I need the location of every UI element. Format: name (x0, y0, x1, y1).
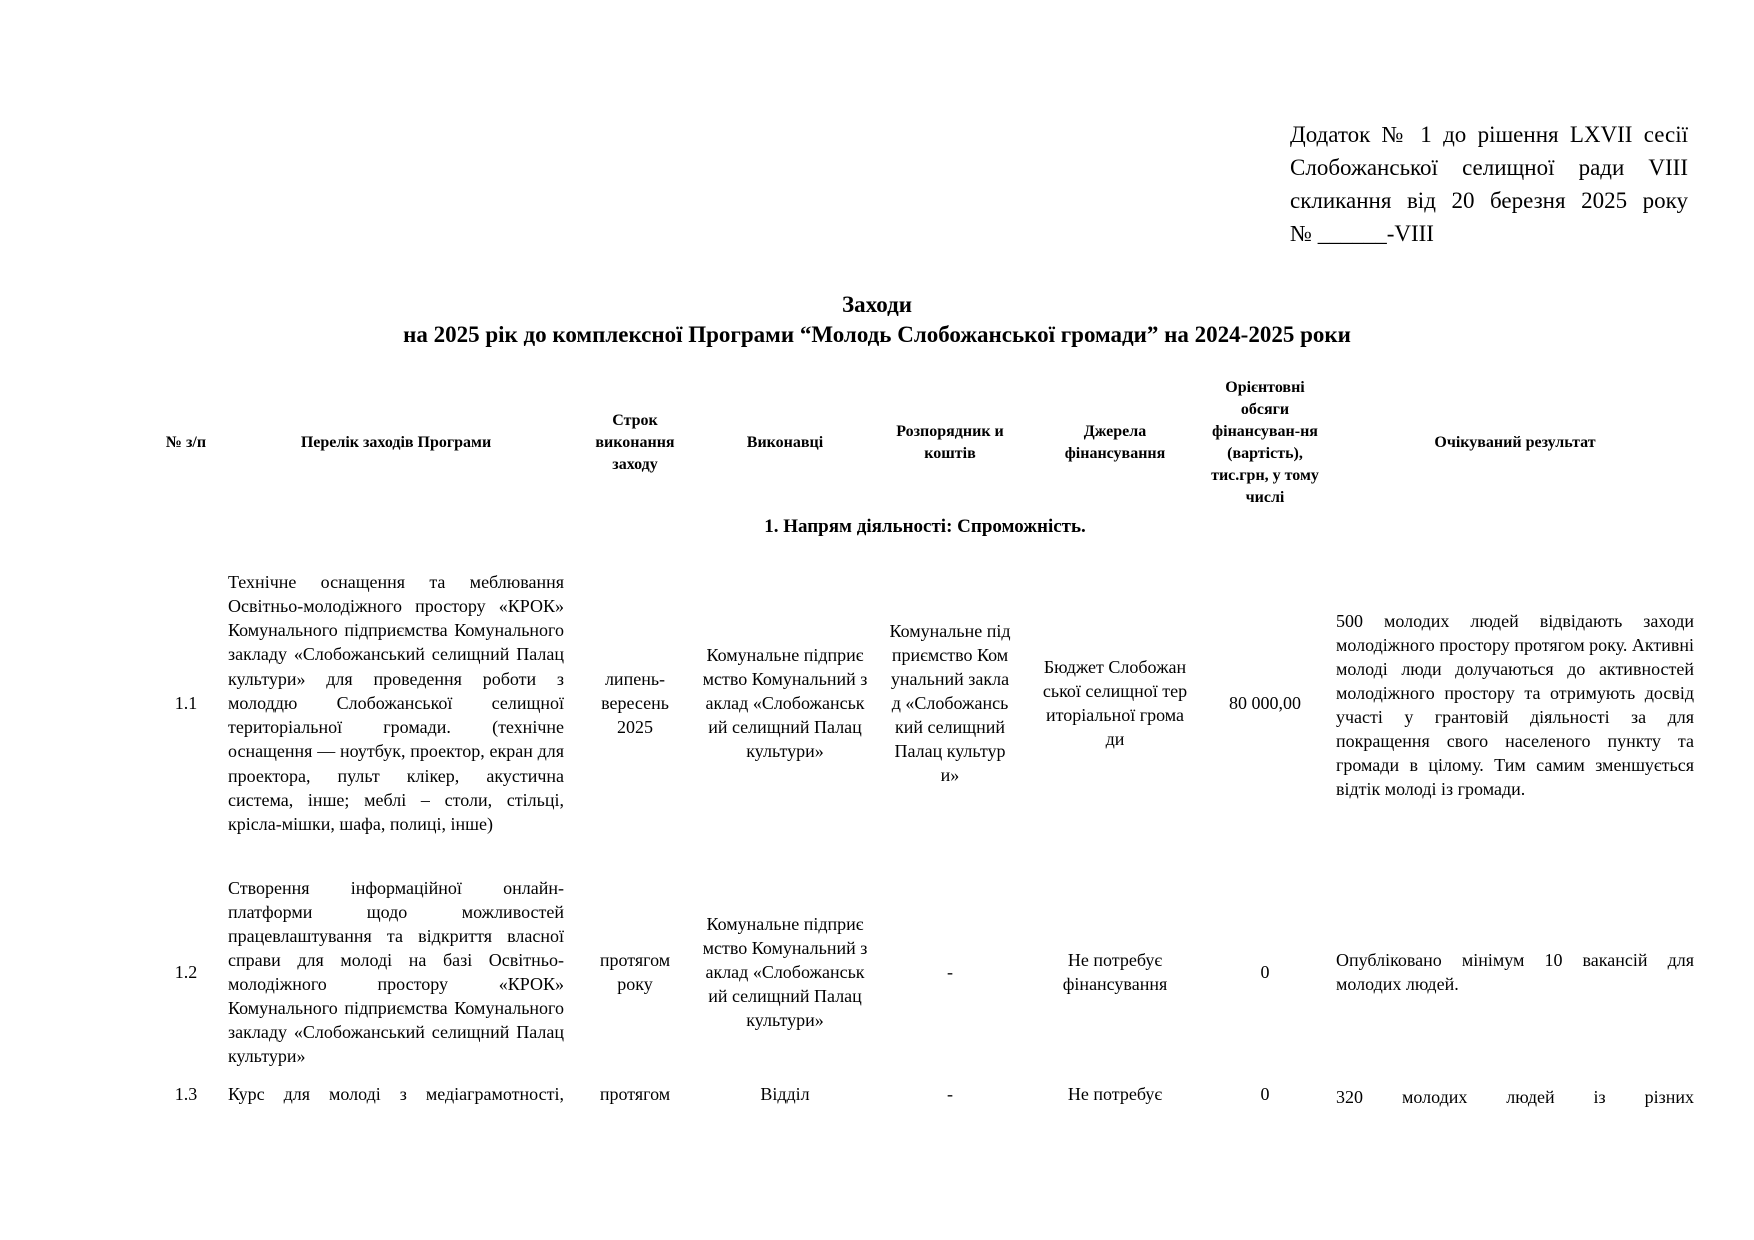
appendix-line-3: скликання від 20 березня 2025 року (1290, 188, 1688, 213)
row-source: Бюджет Слобожанської селищної територіальної громади (1042, 657, 1188, 749)
row-executors: Комунальне підприємство Комунальний заклад «Слобожанський селищний Палац культури» (702, 914, 868, 1030)
row-fund-manager: Комунальне підприємство Комунальний заклад «Слобожанський селищний Палац культури» (889, 621, 1011, 785)
row-source: Не потребує (1067, 1084, 1163, 1104)
row-fund-manager: - (947, 1084, 953, 1104)
header-financing: Орієнтовні обсяги фінансуван-ня (вартість), тис.грн, у тому числі (1211, 378, 1319, 506)
row-description: Технічне оснащення та меблювання Освітньо-молодіжного простору «КРОК» Комунального підприємства Комунального закладу «Слобожанський селищний Палац культури» для проведення роботи з молоддю Слобожанської селищної територіальної громади. (технічне оснащення — ноутбук, проектор, екран для проектора, пульт клікер, акустична система, інше; меблі – столи, стільці, крісла-мішки, шафа, полиці, інше) (228, 571, 564, 834)
row-number: 1.1 (174, 693, 198, 713)
appendix-line-2: Слобожанської селищної ради VIII (1290, 155, 1688, 180)
header-fund-manager: Розпорядник и коштів (896, 422, 1004, 462)
table-row (150, 544, 1700, 862)
measures-table (150, 375, 1700, 1112)
header-number: № з/п (165, 433, 207, 451)
row-term: протягом року (599, 950, 671, 994)
row-term: протягом (599, 1084, 671, 1104)
header-term: Строк виконання заходу (595, 411, 675, 473)
header-measures: Перелік заходів Програми (300, 433, 492, 451)
row-term: липень-вересень 2025 (601, 669, 669, 737)
table-row (150, 862, 1700, 1082)
document-title (0, 290, 1754, 350)
row-executors: Комунальне підприємство Комунальний заклад «Слобожанський селищний Палац культури» (702, 645, 868, 761)
appendix-line-4: № ______-VIII (1290, 221, 1434, 246)
row-financing: 0 (1260, 962, 1270, 982)
row-description: Створення інформаційної онлайн-платформи щодо можливостей працевлаштування та відкриття власної справи для молоді на базі Освітньо-молодіжного простору «КРОК» Комунального підприємства Комунального закладу «Слобожанський селищний Палац культури» (228, 878, 564, 1066)
header-executors: Виконавці (746, 433, 824, 451)
title-line-2: на 2025 рік до комплексної Програми “Молодь Слобожанської громади” на 2024-2025 роки (403, 322, 1351, 347)
row-number: 1.2 (174, 962, 198, 982)
header-result: Очікуваний результат (1434, 433, 1596, 451)
row-number: 1.3 (174, 1084, 198, 1104)
section-title: 1. Напрям діяльності: Спроможність. (764, 516, 1086, 537)
section-row (150, 510, 1700, 544)
header-sources: Джерела фінансування (1064, 422, 1166, 462)
row-result: Опубліковано мінімум 10 вакансій для молодих людей. (1336, 950, 1694, 994)
title-line-1: Заходи (842, 292, 912, 317)
table-row (150, 1082, 1700, 1112)
appendix-line-1: Додаток № 1 до рішення LXVII сесії (1290, 122, 1688, 147)
row-financing: 0 (1260, 1084, 1270, 1104)
appendix-note (1290, 118, 1688, 250)
row-fund-manager: - (947, 962, 953, 982)
table-header-row (150, 375, 1700, 510)
row-description: Курс для молоді з медіаграмотності, (228, 1084, 564, 1104)
row-source: Не потребує фінансування (1062, 950, 1168, 994)
row-executors: Відділ (760, 1084, 810, 1104)
row-financing: 80 000,00 (1229, 693, 1301, 713)
row-result: 500 молодих людей відвідають заходи молодіжного простору протягом року. Активні молоді люди долучаються до активностей молодіжного простору та отримують досвід участі у грантовій діяльності за для покращення свого населеного пункту та громади в цілому. Тим самим зменшується відтік молоді із громади. (1336, 611, 1694, 799)
row-result: 320 молодих людей із різних (1336, 1087, 1694, 1107)
